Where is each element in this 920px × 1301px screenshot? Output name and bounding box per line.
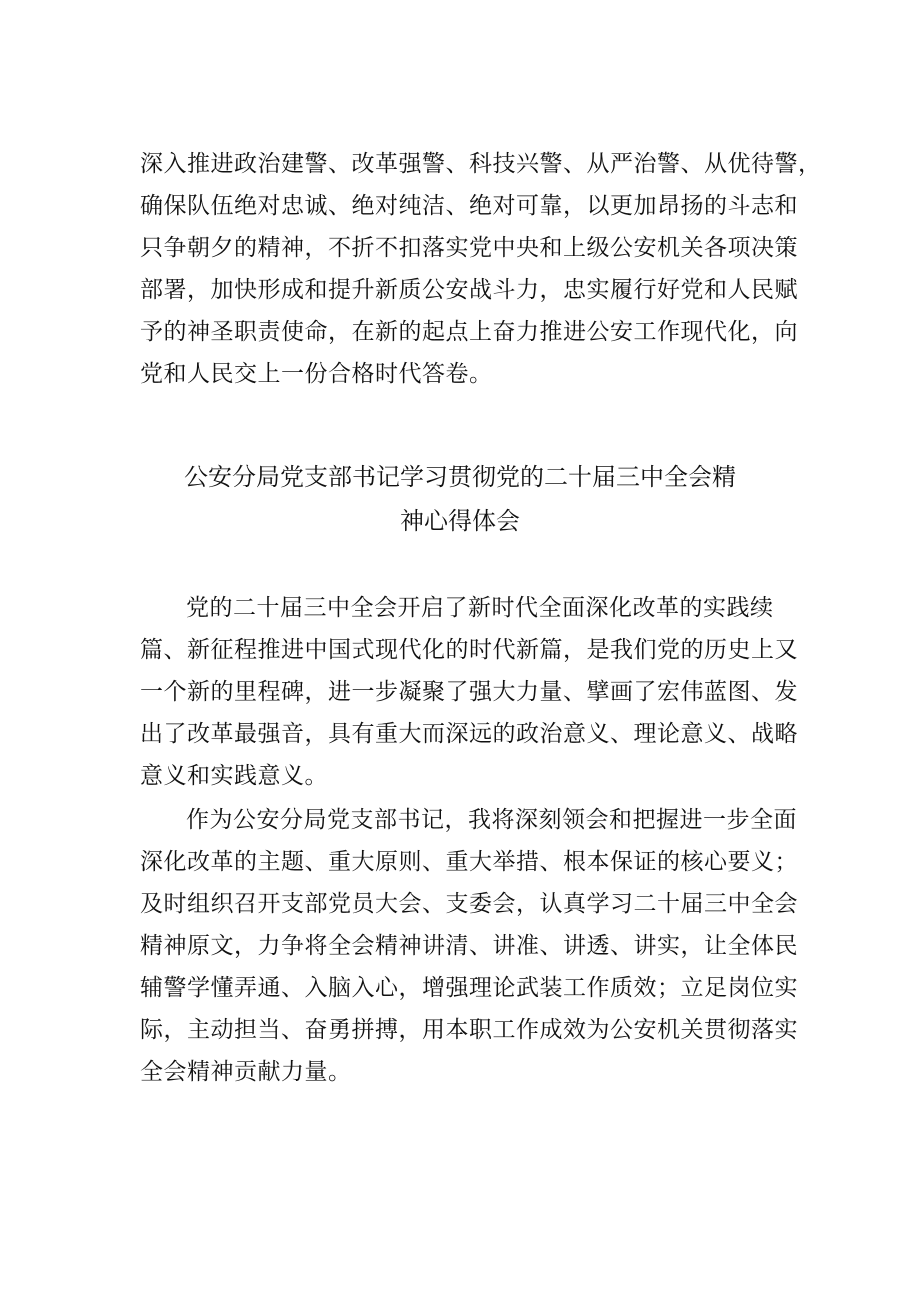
paragraph-line: 深化改革的主题、重大原则、重大举措、根本保证的核心要义； xyxy=(140,849,798,875)
paragraph-line: 党的二十届三中全会开启了新时代全面深化改革的实践续 xyxy=(186,595,774,621)
paragraph-line: 作为公安分局党支部书记，我将深刻领会和把握进一步全面 xyxy=(186,807,797,833)
paragraph-line: 党和人民交上一份合格时代答卷。 xyxy=(140,361,493,387)
paragraph-line: 部署，加快形成和提升新质公安战斗力，忠实履行好党和人民赋 xyxy=(140,277,798,303)
paragraph-line: 际，主动担当、奋勇拼搏，用本职工作成效为公安机关贯彻落实 xyxy=(140,1017,798,1043)
top-paragraph xyxy=(140,143,822,395)
paragraph-line: 及时组织召开支部党员大会、支委会，认真学习二十届三中全会 xyxy=(140,891,798,917)
document-title xyxy=(120,455,800,543)
title-line: 公安分局党支部书记学习贯彻党的二十届三中全会精 xyxy=(184,463,736,491)
paragraph-line: 深入推进政治建警、改革强警、科技兴警、从严治警、从优待警， xyxy=(140,151,822,177)
paragraph-line: 全会精神贡献力量。 xyxy=(140,1059,352,1085)
paragraph-line: 精神原文，力争将全会精神讲清、讲准、讲透、讲实，让全体民 xyxy=(140,933,798,959)
paragraph-line: 出了改革最强音，具有重大而深远的政治意义、理论意义、战略 xyxy=(140,721,798,747)
paragraph-2 xyxy=(140,799,798,1093)
paragraph-line: 一个新的里程碑，进一步凝聚了强大力量、擘画了宏伟蓝图、发 xyxy=(140,679,798,705)
paragraph-line: 篇、新征程推进中国式现代化的时代新篇，是我们党的历史上又 xyxy=(140,637,798,663)
paragraph-line: 意义和实践意义。 xyxy=(140,763,328,789)
paragraph-line: 确保队伍绝对忠诚、绝对纯洁、绝对可靠，以更加昂扬的斗志和 xyxy=(140,193,798,219)
paragraph-line: 只争朝夕的精神，不折不扣落实党中央和上级公安机关各项决策 xyxy=(140,235,798,261)
paragraph-line: 辅警学懂弄通、入脑入心，增强理论武装工作质效；立足岗位实 xyxy=(140,975,798,1001)
paragraph-line: 予的神圣职责使命，在新的起点上奋力推进公安工作现代化，向 xyxy=(140,319,798,345)
paragraph-1 xyxy=(140,587,798,797)
title-line: 神心得体会 xyxy=(400,507,520,535)
